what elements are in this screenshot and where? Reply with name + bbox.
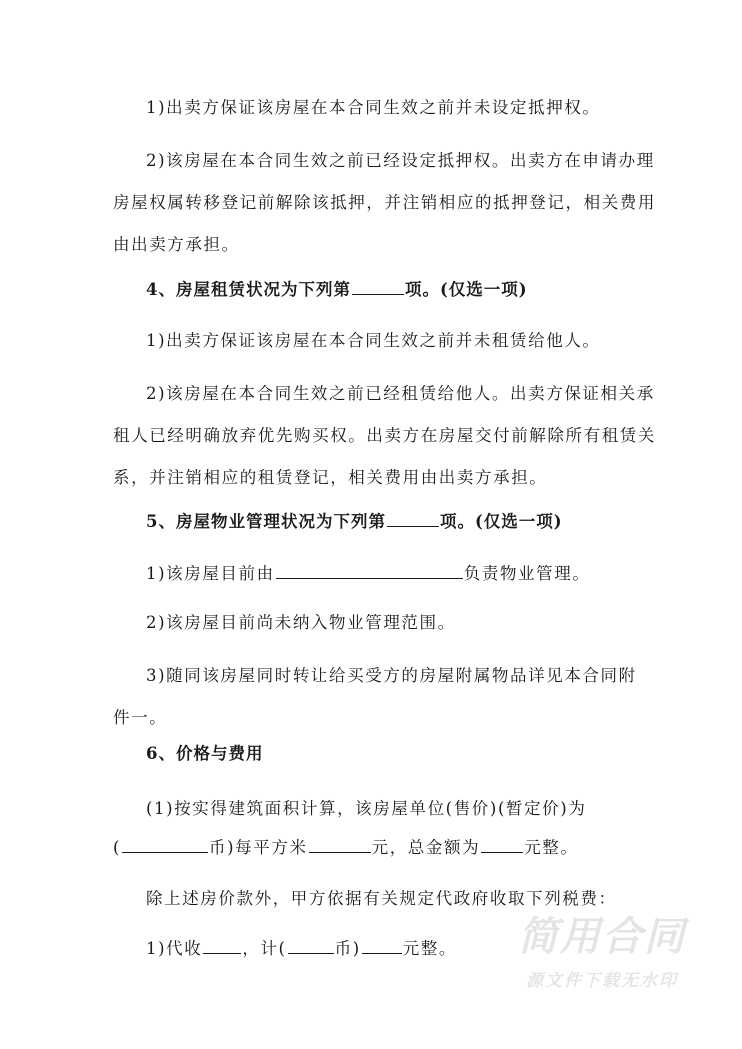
- watermark-title: 简用合同: [518, 914, 686, 960]
- watermark: [512, 914, 692, 992]
- section6-price-line1: (1)按实得建筑面积计算，该房屋单位(售价)(暂定价)为: [146, 799, 587, 818]
- section5-option2: 2)该房屋目前尚未纳入物业管理范围。: [146, 613, 456, 632]
- tax-amount-blank[interactable]: [362, 937, 402, 954]
- section4-option2-line3: 系，并注销相应的租赁登记，相关费用由出卖方承担。: [113, 468, 548, 487]
- tax-suffix: 元整。: [402, 939, 458, 958]
- section4-choice-blank[interactable]: [352, 278, 404, 295]
- section4-option1: 1)出卖方保证该房屋在本合同生效之前并未租赁给他人。: [146, 331, 601, 350]
- section4-option2-line1: 2)该房屋在本合同生效之前已经租赁给他人。出卖方保证相关承: [146, 384, 655, 403]
- section6-taxes-intro: 除上述房价款外，甲方依据有关规定代政府收取下列税费：: [146, 889, 617, 908]
- section5-choice-blank[interactable]: [387, 510, 439, 527]
- tax-prefix: 1)代收: [146, 939, 203, 958]
- section5-heading-suffix: 项。(仅选一项): [439, 512, 563, 531]
- section3-option2-line3: 由出卖方承担。: [113, 235, 240, 254]
- total-amount-blank[interactable]: [481, 836, 523, 853]
- section3-option1: 1)出卖方保证该房屋在本合同生效之前并未设定抵押权。: [146, 98, 601, 117]
- price-currency-label: 币)每平方米: [209, 838, 308, 857]
- watermark-subtitle: 源文件下载无水印: [526, 971, 678, 991]
- tax-item-blank[interactable]: [203, 937, 241, 954]
- section6-heading: 6、价格与费用: [146, 744, 264, 763]
- tax-calc-label: ，计(: [242, 939, 287, 958]
- paren-open: (: [113, 838, 122, 857]
- unit-price-blank[interactable]: [309, 836, 371, 853]
- section3-option2-line2: 房屋权属转移登记前解除该抵押，并注销相应的抵押登记，相关费用: [113, 193, 656, 212]
- section5-heading: [146, 510, 686, 533]
- section4-heading: [146, 278, 686, 301]
- section4-heading-suffix: 项。(仅选一项): [404, 280, 528, 299]
- section5-option1: [146, 562, 686, 585]
- tax-currency-blank[interactable]: [288, 937, 334, 954]
- section5-option3-line2: 件一。: [113, 708, 168, 727]
- section3-option2-line1: 2)该房屋在本合同生效之前已经设定抵押权。出卖方在申请办理: [146, 151, 655, 170]
- section4-option2-line2: 租人已经明确放弃优先购买权。出卖方在房屋交付前解除所有租赁关: [113, 426, 656, 445]
- section4-heading-prefix: 4、房屋租赁状况为下列第: [146, 280, 351, 299]
- price-total-suffix: 元整。: [524, 838, 579, 857]
- property-manager-blank[interactable]: [276, 562, 463, 579]
- tax-currency-label: 币): [334, 939, 361, 958]
- section5-option1-suffix: 负责物业管理。: [463, 564, 591, 583]
- section5-heading-prefix: 5、房屋物业管理状况为下列第: [146, 512, 386, 531]
- section5-option1-prefix: 1)该房屋目前由: [146, 564, 275, 583]
- section5-option3-line1: 3)随同该房屋同时转让给买受方的房屋附属物品详见本合同附: [146, 666, 637, 685]
- section6-price-line2: [113, 836, 653, 859]
- price-total-label: 元，总金额为: [371, 838, 481, 857]
- currency-blank[interactable]: [122, 836, 208, 853]
